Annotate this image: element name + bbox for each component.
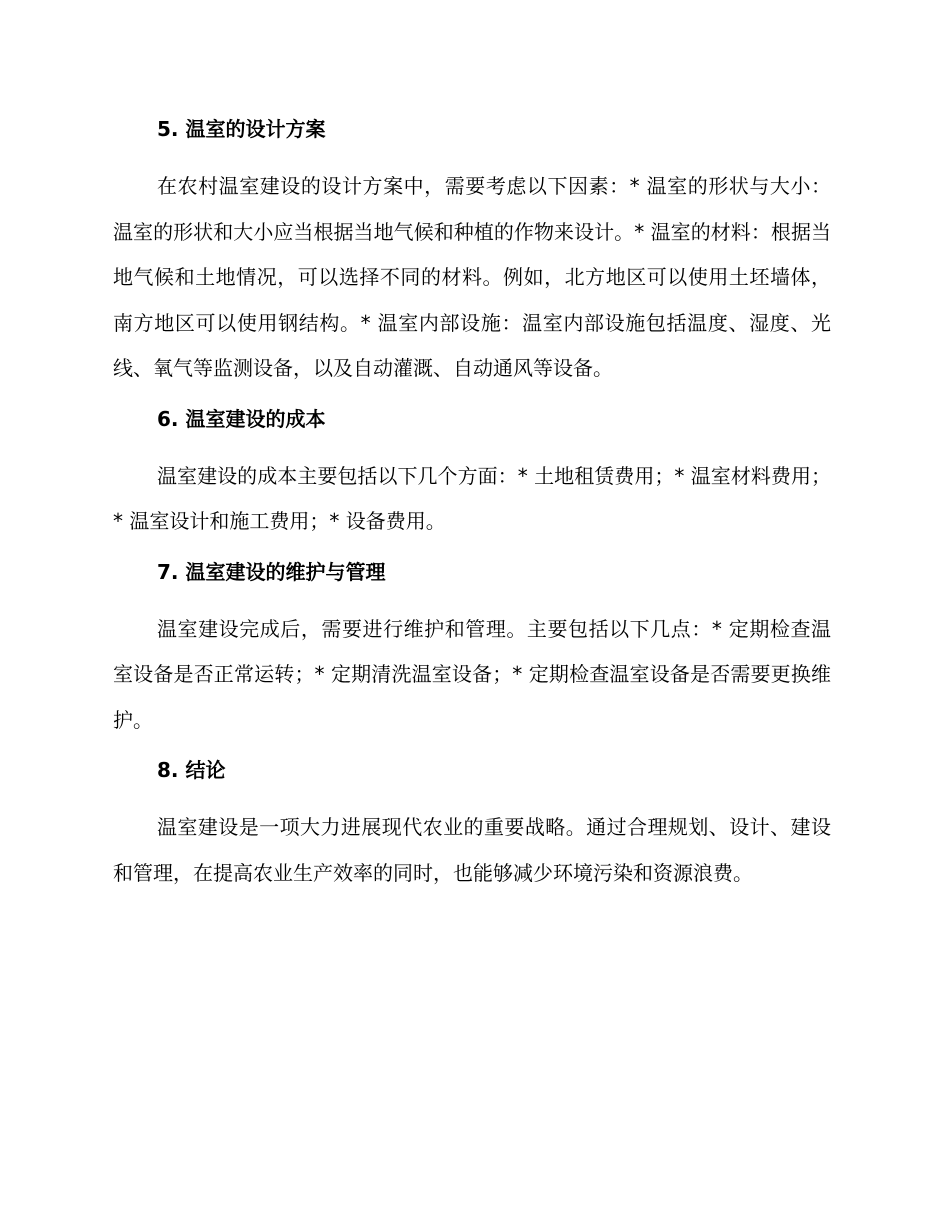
section-conclusion (113, 755, 831, 896)
section-paragraph: 在农村温室建设的设计方案中，需要考虑以下因素：* 温室的形状与大小：温室的形状和大小应当根据当地气候和种植的作物来设计。* 温室的材料：根据当地气候和土地情况，可以选择不同的材料。例如，北方地区可以使用土坯墙体，南方地区可以使用钢结构。* 温室内部设施：温室内部设施包括温度、湿度、光线、氧气等监测设备，以及自动灌溉、自动通风等设备。 (113, 174, 831, 380)
section-paragraph: 温室建设是一项大力进展现代农业的重要战略。通过合理规划、设计、建设和管理，在提高农业生产效率的同时，也能够减少环境污染和资源浪费。 (113, 815, 831, 885)
section-maintenance (113, 557, 831, 744)
section-paragraph: 温室建设完成后，需要进行维护和管理。主要包括以下几点：* 定期检查温室设备是否正常运转；* 定期清洗温室设备；* 定期检查温室设备是否需要更换维护。 (113, 616, 831, 732)
section-heading: 7. 温室建设的维护与管理 (157, 559, 386, 584)
document-page (113, 108, 831, 908)
section-paragraph: 温室建设的成本主要包括以下几个方面：* 土地租赁费用；* 温室材料费用；* 温室设计和施工费用；* 设备费用。 (113, 463, 831, 533)
section-heading: 8. 结论 (157, 758, 226, 782)
section-heading: 5. 温室的设计方案 (157, 117, 326, 141)
section-heading: 6. 温室建设的成本 (157, 406, 326, 431)
section-construction-cost (113, 404, 831, 545)
section-design-plan (113, 114, 831, 392)
